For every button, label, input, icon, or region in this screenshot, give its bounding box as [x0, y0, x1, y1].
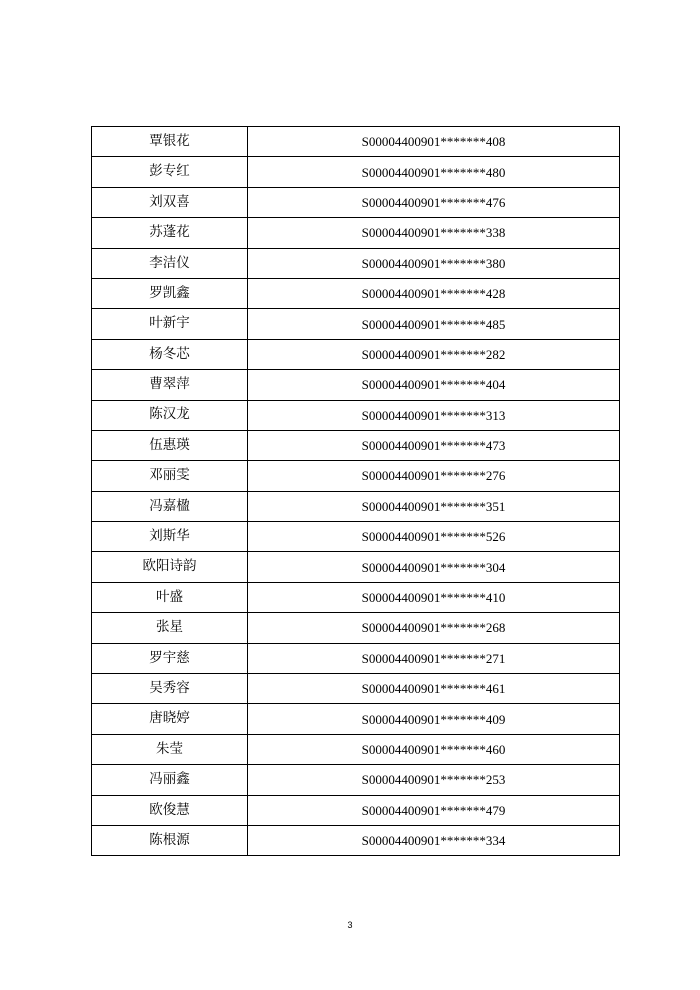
id-cell: S00004400901*******480 — [248, 157, 620, 187]
table-row — [92, 795, 620, 825]
name-cell: 刘双喜 — [92, 187, 248, 217]
table-row — [92, 248, 620, 278]
id-cell: S00004400901*******461 — [248, 674, 620, 704]
name-cell: 罗凯鑫 — [92, 278, 248, 308]
table-row — [92, 339, 620, 369]
name-cell: 李洁仪 — [92, 248, 248, 278]
name-cell: 刘斯华 — [92, 522, 248, 552]
id-cell: S00004400901*******268 — [248, 613, 620, 643]
roster-table — [91, 126, 620, 856]
id-cell: S00004400901*******476 — [248, 187, 620, 217]
name-cell: 苏蓬花 — [92, 218, 248, 248]
table-row — [92, 674, 620, 704]
table-row — [92, 278, 620, 308]
id-cell: S00004400901*******276 — [248, 461, 620, 491]
table-row — [92, 522, 620, 552]
id-cell: S00004400901*******408 — [248, 127, 620, 157]
table-row — [92, 157, 620, 187]
table-row — [92, 218, 620, 248]
name-cell: 陈根源 — [92, 825, 248, 855]
id-cell: S00004400901*******338 — [248, 218, 620, 248]
id-cell: S00004400901*******404 — [248, 370, 620, 400]
table-row — [92, 643, 620, 673]
table-row — [92, 370, 620, 400]
id-cell: S00004400901*******351 — [248, 491, 620, 521]
table-row — [92, 127, 620, 157]
page-number: 3 — [347, 920, 353, 930]
table-row — [92, 552, 620, 582]
id-cell: S00004400901*******410 — [248, 582, 620, 612]
id-cell: S00004400901*******526 — [248, 522, 620, 552]
id-cell: S00004400901*******473 — [248, 430, 620, 460]
name-cell: 陈汉龙 — [92, 400, 248, 430]
table-row — [92, 309, 620, 339]
table-row — [92, 613, 620, 643]
id-cell: S00004400901*******409 — [248, 704, 620, 734]
id-cell: S00004400901*******271 — [248, 643, 620, 673]
name-cell: 冯嘉楹 — [92, 491, 248, 521]
name-cell: 张星 — [92, 613, 248, 643]
id-cell: S00004400901*******485 — [248, 309, 620, 339]
table-row — [92, 582, 620, 612]
id-cell: S00004400901*******334 — [248, 825, 620, 855]
table-row — [92, 825, 620, 855]
name-cell: 覃银花 — [92, 127, 248, 157]
id-cell: S00004400901*******460 — [248, 734, 620, 764]
name-cell: 冯丽鑫 — [92, 765, 248, 795]
roster-body — [92, 127, 620, 856]
table-row — [92, 400, 620, 430]
name-cell: 罗宇慈 — [92, 643, 248, 673]
name-cell: 欧俊慧 — [92, 795, 248, 825]
table-row — [92, 734, 620, 764]
name-cell: 彭专红 — [92, 157, 248, 187]
name-cell: 朱莹 — [92, 734, 248, 764]
table-row — [92, 187, 620, 217]
name-cell: 杨冬芯 — [92, 339, 248, 369]
id-cell: S00004400901*******253 — [248, 765, 620, 795]
table-row — [92, 704, 620, 734]
name-cell: 欧阳诗韵 — [92, 552, 248, 582]
id-cell: S00004400901*******428 — [248, 278, 620, 308]
name-cell: 叶新宇 — [92, 309, 248, 339]
name-cell: 伍惠瑛 — [92, 430, 248, 460]
name-cell: 叶盛 — [92, 582, 248, 612]
name-cell: 邓丽雯 — [92, 461, 248, 491]
table-row — [92, 461, 620, 491]
id-cell: S00004400901*******282 — [248, 339, 620, 369]
name-cell: 唐晓婷 — [92, 704, 248, 734]
name-cell: 曹翠萍 — [92, 370, 248, 400]
id-cell: S00004400901*******479 — [248, 795, 620, 825]
table-row — [92, 765, 620, 795]
name-cell: 吴秀容 — [92, 674, 248, 704]
table-row — [92, 430, 620, 460]
id-cell: S00004400901*******313 — [248, 400, 620, 430]
table-row — [92, 491, 620, 521]
id-cell: S00004400901*******304 — [248, 552, 620, 582]
id-cell: S00004400901*******380 — [248, 248, 620, 278]
